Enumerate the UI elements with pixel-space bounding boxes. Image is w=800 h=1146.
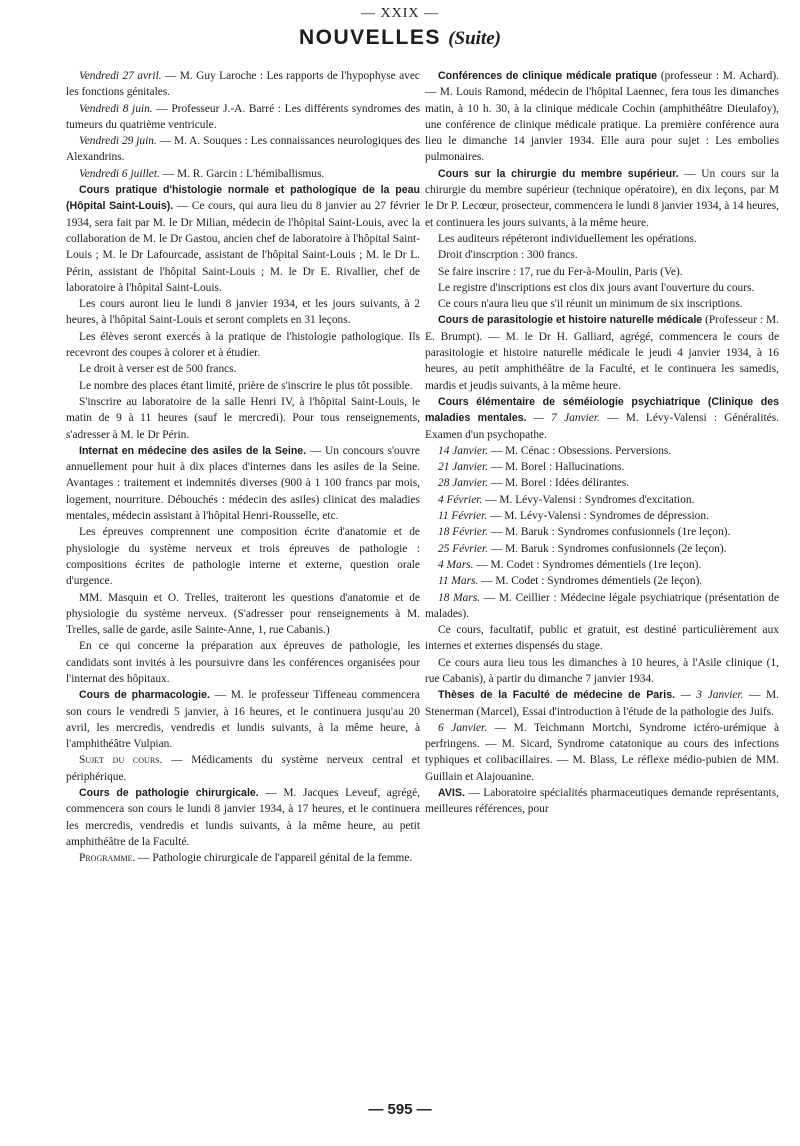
section-heading: Cours de parasitologie et histoire naturelle médicale [438,314,703,327]
paragraph [66,378,420,394]
paragraph-text: Les auditeurs répéteront individuellement les opérations. [438,232,697,245]
paragraph [66,638,420,687]
paragraph [425,590,779,623]
paragraph [425,459,779,475]
paragraph-text: — M. Ceillier : Médecine légale psychiatrique (présentation de malades). [425,591,779,620]
paragraph [66,296,420,329]
paragraph-text: Ce cours aura lieu tous les dimanches à 10 heures, à l'Asile clinique (1, rue Cabanis), à partir du dimanche 7 janvier 1934. [425,656,779,685]
paragraph [66,443,420,524]
paragraph-text: — M. Borel : Idées délirantes. [487,477,630,490]
date-lead: Vendredi 6 juillet. [79,167,160,180]
paragraph [425,573,779,589]
paragraph [66,524,420,589]
section-heading: Cours pratique d'histologie normale et pathologique de la peau (Hôpital Saint-Louis). [66,184,420,213]
paragraph [425,312,779,393]
roman-page-number: — XXIX — [361,6,439,21]
paragraph [66,166,420,182]
section-heading: Cours de pharmacologie. [79,689,210,702]
label-lead: Programme. [79,852,136,865]
title-text: NOUVELLES [299,26,441,49]
paragraph [66,68,420,101]
paragraph [425,541,779,557]
paragraph-text: Les cours auront lieu le lundi 8 janvier 1934, et les jours suivants, à 2 heures, à l'hôpital Saint-Louis et seront complets en 31 leçons. [66,298,420,327]
paragraph-text: — Un concours s'ouvre annuellement pour huit à dix places d'internes dans les asiles de la Seine. Avantages : traitement et indemnités diverses (900 à 1 100 francs par mois, logement, nourriture. Débouchés : médecin des asiles) clinicat des maladies mentales, médecin assistant à l'hôpital Henri-Rousselle, etc. [66,444,420,523]
paragraph-text: (Professeur : M. E. Brumpt). — M. le Dr H. Galliard, agrégé, commencera le cours de parasitologie et histoire naturelle médicale le jeudi 4 janvier 1934, à 16 heures, au petit amphithéâtre de la Faculté, et le continuera les samedis, mardis et jeudis suivants, à la même heure. [425,314,779,392]
paragraph-text: — M. Codet : Syndromes démentiels (1re leçon). [473,558,702,571]
page-number: — 595 — [368,1101,432,1118]
paragraph [425,492,779,508]
paragraph-text: — M. Jacques Leveuf, agrégé, commencera son cours le lundi 8 janvier 1934, à 17 heures, et le continuera les mercredis, vendredis et lundis suivants, à la même heure, au petit amphithéâtre de la Faculté. [66,787,421,848]
date-lead: 6 Janvier. [438,721,488,734]
paragraph-text: Le registre d'inscriptions est clos dix jours avant l'ouverture du cours. [438,281,755,294]
paragraph-text: — M. Lévy-Valensi : Généralités. Examen d'un psychopathe. [425,412,779,441]
right-column [425,68,779,818]
paragraph-text: En ce qui concerne la préparation aux épreuves de pathologie, les candidats sont invités à les poursuivre dans les conférences organisées pour l'internat des hôpitaux. [66,640,420,685]
section-heading: Cours élémentaire de séméiologie psychiatrique (Clinique des maladies mentales. [425,395,779,425]
date-lead: 14 Janvier. [438,444,488,457]
paragraph-text: — M. Codet : Syndromes démentiels (2e leçon). [478,575,703,588]
paragraph-text: — M. Baruk : Syndromes confusionnels (2e leçon). [487,542,727,555]
paragraph [66,361,420,377]
section-heading: Internat en médecine des asiles de la Seine. [79,444,307,457]
paragraph-text: — M. Cénac : Obsessions. Perversions. [487,444,672,457]
paragraph [425,655,779,688]
paragraph-text: — Un cours sur la chirurgie du membre supérieur (technique opératoire), en dix leçons, par M le Dr P. Lecœur, prosecteur, commencera le lundi 8 janvier 1934, à 14 heures, et continuera les jours suivants, à la même heure. [425,167,779,229]
paragraph-text: Ce cours, facultatif, public et gratuit, est destiné particulièrement aux internes et externes dispensés du stage. [425,624,779,653]
paragraph [66,785,420,850]
paragraph [425,785,779,818]
paragraph [66,329,420,362]
paragraph [425,475,779,491]
paragraph-text: — M. Borel : Hallucinations. [487,461,625,474]
paragraph [425,280,779,296]
paragraph [425,443,779,459]
date-lead: — 7 Janvier. [526,412,600,425]
date-lead: Vendredi 8 juin. [79,102,153,115]
paragraph-text: — M. R. Garcin : L'hémiballismus. [159,167,325,180]
paragraph-text: Droit d'inscrption : 300 francs. [438,249,578,262]
paragraph-text: — Professeur J.-A. Barré : Les différents syndromes des tumeurs du quatrième ventricule. [66,102,420,131]
date-lead: 11 Mars. [438,575,479,588]
date-lead: 4 Mars. [438,558,474,571]
paragraph [66,850,420,866]
label-lead: Sujet du cours. [79,754,163,767]
paragraph [66,687,420,752]
date-lead: 21 Janvier. [438,461,488,474]
paragraph [425,231,779,247]
paragraph-text: — Pathologie chirurgicale de l'appareil génital de la femme. [135,852,413,865]
paragraph [425,524,779,540]
date-lead: Vendredi 29 juin. [79,135,157,148]
date-lead: — 3 Janvier. [675,689,744,702]
paragraph-text: — Médicaments du système nerveux central et périphérique. [66,754,420,783]
paragraph [66,590,420,639]
paragraph-text: — M. Guy Laroche : Les rapports de l'hypophyse avec les fonctions génitales. [66,70,420,99]
paragraph-text: — M. A. Souques : Les connaissances neurologiques des Alexandrins. [66,135,420,164]
paragraph [425,296,779,312]
paragraph [425,68,779,166]
paragraph [425,687,779,720]
paragraph-text: (professeur : M. Achard). — M. Louis Ramond, médecin de l'hôpital Laennec, fera tous les dimanches matin, à 10 h. 30, à la clinique médicale Cochin (amphithéâtre Dieulafoy), une conférence de clinique médicale pratique. La première conférence aura lieu le dimanche 14 janvier 1934. Elle aura pour sujet : Les embolies pulmonaires. [425,70,779,164]
paragraph-text: — M. Baruk : Syndromes confusionnels (1re leçon). [487,526,731,539]
paragraph [66,394,420,443]
date-lead: 25 Février. [438,542,488,555]
paragraph-text: Ce cours n'aura lieu que s'il réunit un minimum de six inscriptions. [438,298,743,311]
paragraph [66,182,420,296]
paragraph-text: Les épreuves comprennent une composition écrite d'anatomie et de physiologie du système nerveux et trois épreuves de pathologie : compositions écrites de pathologie interne et externe, question orale d'urgence. [66,526,420,588]
paragraph-text: Les élèves seront exercés à la pratique de l'histologie pathologique. Ils recevront des coupes à colorer et à étudier. [66,330,420,360]
paragraph [425,508,779,524]
paragraph [425,622,779,655]
date-lead: 4 Février. [438,493,483,506]
paragraph-text: — Laboratoire spécialités pharmaceutiques demande représentants, meilleures références, pour [425,787,779,816]
section-heading: AVIS. [438,787,465,800]
paragraph-text: — M. le professeur Tiffeneau commencera son cours le vendredi 5 janvier, à 16 heures, et le continuera jusqu'au 20 avril, les mercredis, vendredis et lundis suivants, à la même heure, à l'amphithéâtre Vulpian. [66,689,420,751]
page-title [0,26,800,50]
section-heading: Thèses de la Faculté de médecine de Paris. [438,689,676,702]
paragraph-text: S'inscrire au laboratoire de la salle Henri IV, à l'hôpital Saint-Louis, le matin de 9 à 11 heures (sauf le mercredi). Pour tous renseignements, s'adresser à M. le Dr Périn. [66,395,420,441]
paragraph-text: — M. Stenerman (Marcel), Essai d'introduction à l'étude de la pathologie des Juifs. [425,689,780,718]
paragraph-text: — M. Teichmann Mortchi, Syndrome ictéro-urémique à perfringens. — M. Sicard, Syndrome catatonique au cours des infections typhiques et colibacillaires. — M. Blass, Le réflexe médio-pubien de MM. Guillain et Alajouanine. [425,721,779,783]
paragraph-text: Se faire inscrire : 17, rue du Fer-à-Moulin, Paris (Ve). [438,265,683,278]
paragraph [66,133,420,166]
title-suffix: (Suite) [448,28,501,49]
paragraph-text: MM. Masquin et O. Trelles, traiteront les questions d'anatomie et de physiologie du système nerveux. (S'adresser pour renseignements à M. Trelles, salle de garde, asile Sainte-Anne, 1, rue Cabanis.) [66,591,420,637]
paragraph-text: Le droit à verser est de 500 francs. [79,363,237,376]
section-heading: Cours sur la chirurgie du membre supérieur. [438,167,679,180]
paragraph [66,752,420,785]
paragraph-text: — M. Lévy-Valensi : Syndromes d'excitation. [482,493,695,506]
section-heading: Conférences de clinique médicale pratique [438,70,658,82]
paragraph [425,557,779,573]
paragraph [66,101,420,134]
date-lead: 11 Février. [438,510,488,523]
paragraph [425,247,779,263]
paragraph [425,264,779,280]
date-lead: 18 Février. [438,526,488,539]
date-lead: 18 Mars. [438,591,481,604]
paragraph-text: — M. Lévy-Valensi : Syndromes de dépression. [487,510,709,523]
paragraph [425,394,779,443]
section-heading: Cours de pathologie chirurgicale. [79,787,259,800]
paragraph-text: Le nombre des places étant limité, prière de s'inscrire le plus tôt possible. [79,379,413,392]
date-lead: Vendredi 27 avril. [79,70,162,82]
paragraph-text: — Ce cours, qui aura lieu du 8 janvier au 27 février 1934, sera fait par M. le Dr Milian, médecin de l'hôpital Saint-Louis, avec la collaboration de M. le Dr Gastou, ancien chef de laboratoire à l'hôpital Saint-Louis ; M. le Dr Lafourcade, assistant de l'hôpital Saint-Louis ; M. le Dr L. Périn, assistant de l'hôpital Saint-Louis ; M. le Dr E. Rivallier, chef de laboratoire à l'hôpital Saint-Louis. [66,200,420,294]
paragraph [425,720,779,785]
left-column [66,68,420,867]
paragraph [425,166,779,231]
date-lead: 28 Janvier. [438,477,488,490]
